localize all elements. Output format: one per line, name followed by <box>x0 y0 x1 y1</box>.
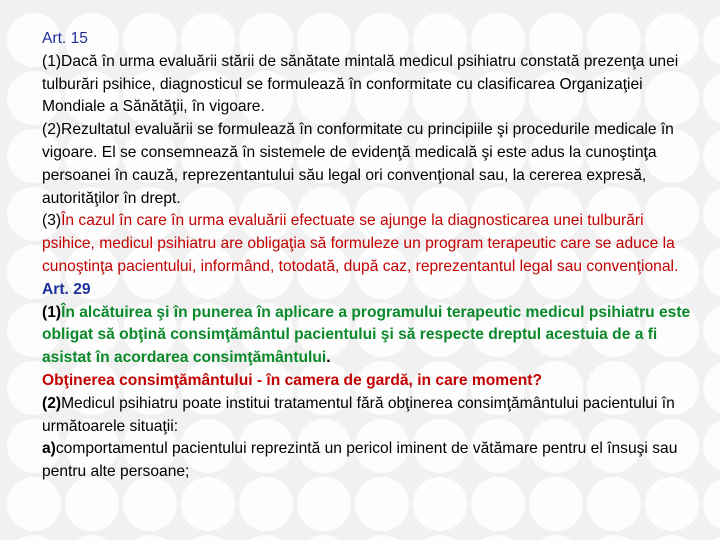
background-circle <box>703 535 720 540</box>
background-circle <box>471 535 525 540</box>
paragraph-2: (2)Rezultatul evaluării se formulează în conformitate cu principiile şi procedurile medicale în vigoare. El se consemnează în sistemele de evidenţă medicală şi este adus la cunoştinţa persoanei în cauză, reprezentantului său legal ori convenţional sau, la cererea expresă, autorităţilor în drept. <box>42 121 674 207</box>
background-circle <box>471 477 525 531</box>
background-circle <box>645 535 699 540</box>
background-circle <box>65 477 119 531</box>
paragraph-5-number: (2) <box>42 394 62 412</box>
background-circle <box>413 477 467 531</box>
question-line: Obţinerea consimţământului - în camera de gardă, in care moment? <box>42 371 542 389</box>
background-circle <box>413 535 467 540</box>
background-circle <box>123 535 177 540</box>
paragraph-3-text: În cazul în care în urma evaluării efectuate se ajunge la diagnosticarea unei tulburări psihice, medicul psihiatru are obligaţia să formuleze un program terapeutic care se aduce la cunoştinţa pacientului, informând, totodată, după caz, reprezentantul legal sau convenţional. <box>42 212 679 275</box>
background-circle <box>645 477 699 531</box>
background-circle <box>703 419 720 473</box>
background-circle <box>703 477 720 531</box>
background-circle <box>529 477 583 531</box>
paragraph-6 <box>42 438 692 484</box>
paragraph-6-text: comportamentul pacientului reprezintă un pericol iminent de vătămare pentru el însuşi sau pentru alte persoane; <box>42 440 678 481</box>
article-15-heading: Art. 15 <box>42 30 88 47</box>
background-circle <box>65 535 119 540</box>
background-circle <box>7 477 61 531</box>
background-circle <box>703 129 720 183</box>
background-circle <box>7 535 61 540</box>
background-circle <box>703 13 720 67</box>
background-circle <box>587 477 641 531</box>
paragraph-5 <box>42 393 692 439</box>
document-body <box>42 28 692 484</box>
paragraph-4-end: . <box>326 349 331 367</box>
paragraph-4-number: (1) <box>42 303 62 321</box>
background-circle <box>355 535 409 540</box>
paragraph-5-text: Medicul psihiatru poate institui tratamentul fără obţinerea consimţământului pacientului în următoarele situaţii: <box>42 394 675 435</box>
background-circle <box>587 535 641 540</box>
background-circle <box>239 477 293 531</box>
background-circle <box>123 477 177 531</box>
background-circle <box>181 477 235 531</box>
background-circle <box>181 535 235 540</box>
article-29-heading: Art. 29 <box>42 280 91 298</box>
background-circle <box>703 71 720 125</box>
background-circle <box>297 477 351 531</box>
paragraph-3 <box>42 210 692 278</box>
background-circle <box>529 535 583 540</box>
paragraph-6-number: a) <box>42 440 56 458</box>
background-circle <box>239 535 293 540</box>
paragraph-1: (1)Dacă în urma evaluării stării de sănătate mintală medicul psihiatru constată prezenţa unei tulburări psihice, diagnosticul se formulează în conformitate cu clasificarea Organizaţiei Mondiale a Sănătăţii, în vigoare. <box>42 52 679 116</box>
paragraph-4-text: În alcătuirea şi în punerea în aplicare a programului terapeutic medicul psihiatru este obligat să obţină consimţământul pacientului şi să respecte dreptul acestuia de a fi asistat în acordarea consimţământului <box>42 303 691 367</box>
background-circle <box>703 187 720 241</box>
background-circle <box>703 361 720 415</box>
background-circle <box>703 303 720 357</box>
paragraph-4 <box>42 302 692 370</box>
background-circle <box>703 245 720 299</box>
paragraph-3-number: (3) <box>42 212 62 230</box>
background-circle <box>355 477 409 531</box>
background-circle <box>297 535 351 540</box>
